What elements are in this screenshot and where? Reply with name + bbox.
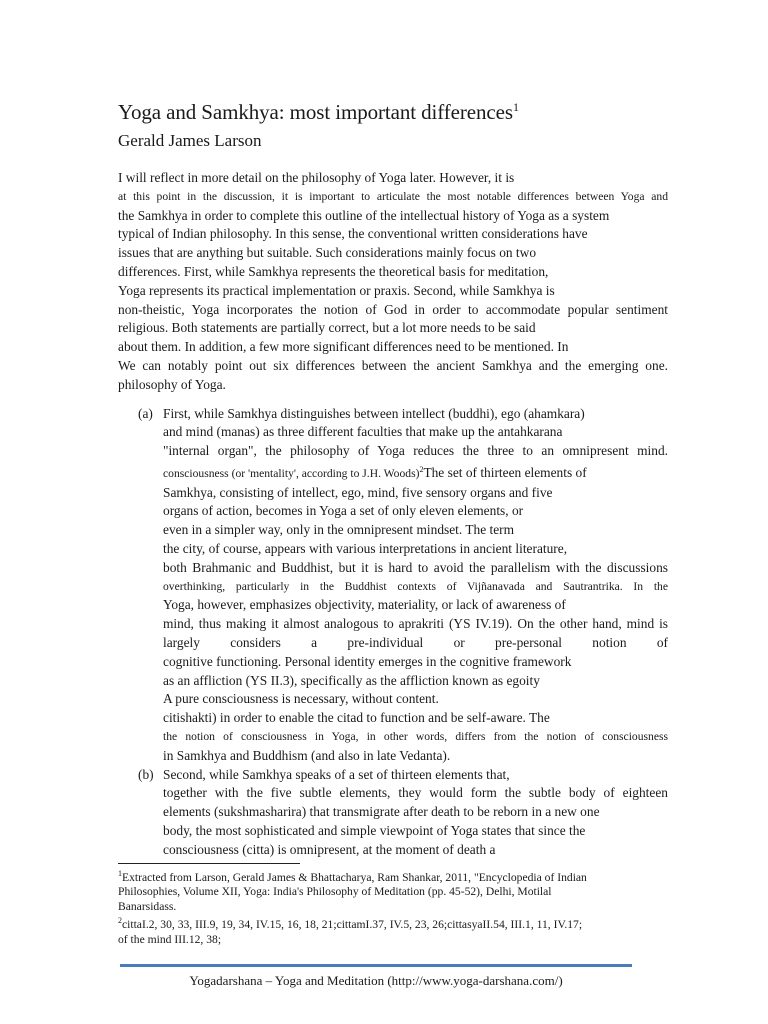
footnote-2-line-text: cittaI.2, 30, 33, III.9, 19, 34, IV.15, 16, 18, 21;cittamI.37, IV.5, 23, 26;cittasyaII.54, III.1, 11, IV.17; [122, 918, 583, 932]
item-a-line-text: Samkhya, consisting of intellect, ego, mind, five sensory organs and five [163, 484, 553, 500]
intro-line-text: philosophy of Yoga. [118, 376, 226, 392]
item-a-line-text: mind, thus making it almost analogous to aprakriti (YS IV.19). On the other hand, mind is [163, 616, 668, 632]
intro-line [118, 376, 668, 395]
item-a-line [163, 423, 668, 442]
item-a-line-text: both Brahmanic and Buddhist, but it is hard to avoid the parallelism with the discussions [163, 559, 668, 575]
intro-line [118, 207, 668, 226]
item-b-line-text: Second, while Samkhya speaks of a set of thirteen elements that, [163, 766, 510, 782]
intro-line-text: at this point in the discussion, it is important to articulate the most notable differences between Yoga and [118, 189, 668, 203]
list-item-a-text [163, 405, 668, 766]
item-a-line [163, 484, 668, 503]
item-b-line [163, 841, 668, 860]
footnote-separator [118, 863, 300, 864]
author-name: Gerald James Larson [118, 131, 262, 150]
item-a-line-text: organs of action, becomes in Yoga a set of only eleven elements, or [163, 503, 524, 519]
item-a-line [163, 521, 668, 540]
footnote-2-marker: 2 [118, 916, 122, 926]
item-b-line [163, 784, 668, 803]
list-item-b-text [163, 766, 668, 860]
item-a-line [163, 672, 668, 691]
item-a-line-text: largely considers a pre-individual or pre-personal notion of [163, 634, 668, 650]
footnote-1-line [118, 867, 658, 885]
intro-line-text: non-theistic, Yoga incorporates the notion of God in order to accommodate popular sentiment [118, 301, 668, 317]
footnotes [118, 867, 658, 947]
item-a-line-text: "internal organ", the philosophy of Yoga reduces the three to an omnipresent mind. [163, 443, 668, 459]
item-a-line [163, 461, 668, 484]
intro-line-text: typical of Indian philosophy. In this sense, the conventional written considerations have [118, 226, 588, 242]
list-item-b [118, 766, 668, 860]
document-body [118, 92, 668, 860]
differences-list [118, 405, 668, 860]
intro-line-text: about them. In addition, a few more significant differences need to be mentioned. In [118, 339, 569, 355]
footnote-2-text [118, 914, 658, 947]
item-a-line [163, 709, 668, 728]
footnote-2-line-text: of the mind III.12, 38; [118, 932, 222, 946]
footnote-1-line-text: Banarsidass. [118, 899, 177, 913]
intro-line [118, 188, 668, 207]
intro-line [118, 319, 668, 338]
item-a-line-text: cognitive functioning. Personal identity emerges in the cognitive framework [163, 653, 572, 669]
item-b-line [163, 766, 668, 785]
intro-line [118, 338, 668, 357]
intro-line [118, 301, 668, 320]
item-a-line [163, 634, 668, 653]
intro-line [118, 169, 668, 188]
intro-line-text: issues that are anything but suitable. Such considerations mainly focus on two [118, 245, 537, 261]
footnote-ref[interactable]: 2 [419, 464, 424, 474]
item-a-line [163, 405, 668, 424]
item-a-line-text: the notion of consciousness in Yoga, in other words, differs from the notion of consciousness [163, 729, 668, 743]
footnote-1-line [118, 900, 658, 915]
list-item-a [118, 405, 668, 766]
item-a-line [163, 540, 668, 559]
footnote-2-line [118, 914, 658, 932]
item-a-line-text: consciousness (or 'mentality', according to J.H. Woods) [163, 466, 420, 480]
intro-line [118, 244, 668, 263]
item-a-line [163, 690, 668, 709]
item-a-line [163, 578, 668, 597]
intro-line [118, 282, 668, 301]
intro-line [118, 225, 668, 244]
footnote-2 [118, 914, 658, 947]
intro-line [118, 357, 668, 376]
item-a-line [163, 596, 668, 615]
item-a-line-text: First, while Samkhya distinguishes between intellect (buddhi), ego (ahamkara) [163, 405, 585, 421]
item-b-line-text: together with the five subtle elements, they would form the subtle body of eighteen [163, 785, 668, 801]
footnote-1-text [118, 867, 658, 914]
item-a-line-text: the city, of course, appears with various interpretations in ancient literature, [163, 541, 568, 556]
item-b-line [163, 822, 668, 841]
footer-rule [120, 964, 632, 967]
item-b-line-text: body, the most sophisticated and simple viewpoint of Yoga states that since the [163, 822, 586, 838]
footnote-1 [118, 867, 658, 914]
item-a-line [163, 559, 668, 578]
item-a-line-text: even in a simpler way, only in the omnipresent mindset. The term [163, 522, 515, 538]
title-footnote-ref[interactable]: 1 [512, 100, 519, 114]
item-a-line [163, 442, 668, 461]
item-a-line-text: A pure consciousness is necessary, without content. [163, 691, 439, 707]
intro-line [118, 263, 668, 282]
intro-line-text: the Samkhya in order to complete this outline of the intellectual history of Yoga as a system [118, 207, 610, 223]
item-a-line-text: citishakti) in order to enable the citad to function and be self-aware. The [163, 710, 550, 726]
footnote-1-line [118, 885, 658, 900]
intro-line-text: We can notably point out six differences between the ancient Samkhya and the emerging one. [118, 357, 668, 373]
intro-paragraph [118, 169, 668, 395]
item-a-line [163, 747, 668, 766]
footnote-1-marker: 1 [118, 869, 122, 878]
footnote-1-line-text: Philosophies, Volume XII, Yoga: India's Philosophy of Meditation (pp. 45-52), Delhi, Motilal [118, 885, 552, 899]
item-a-line [163, 502, 668, 521]
item-b-line-text: consciousness (citta) is omnipresent, at the moment of death a [163, 841, 496, 857]
item-b-line [163, 803, 668, 822]
document-title [118, 92, 668, 127]
list-marker-b: (b) [138, 766, 154, 782]
list-marker-a: (a) [138, 405, 153, 421]
footnote-2-line [118, 933, 658, 948]
item-b-line-text: elements (sukshmasharira) that transmigrate after death to be reborn in a new one [163, 804, 600, 820]
item-a-line-text: The set of thirteen elements of [423, 464, 587, 480]
page-footer[interactable]: Yogadarshana – Yoga and Meditation (http://www.yoga-darshana.com/) [189, 973, 563, 988]
title-text: Yoga and Samkhya: most important differences [118, 100, 513, 124]
item-a-line-text: as an affliction (YS II.3), specifically as the affliction known as egoity [163, 672, 540, 688]
item-a-line-text: Yoga, however, emphasizes objectivity, materiality, or lack of awareness of [163, 597, 566, 613]
item-a-line-text: overthinking, particularly in the Buddhist contexts of Vijñanavada and Sautrantrika. In the [163, 579, 668, 593]
intro-line-text: I will reflect in more detail on the philosophy of Yoga later. However, it is [118, 170, 515, 185]
item-a-line-text: and mind (manas) as three different faculties that make up the antahkarana [163, 424, 563, 440]
item-a-line [163, 653, 668, 672]
item-a-line [163, 728, 668, 747]
item-a-line-text: in Samkhya and Buddhism (and also in late Vedanta). [163, 747, 451, 763]
footnote-1-line-text: Extracted from Larson, Gerald James & Bhattacharya, Ram Shankar, 2011, "Encyclopedia of Indian [122, 870, 587, 884]
intro-line-text: religious. Both statements are partially correct, but a lot more needs to be said [118, 320, 536, 336]
intro-line-text: Yoga represents its practical implementation or praxis. Second, while Samkhya is [118, 282, 555, 298]
item-a-line [163, 615, 668, 634]
intro-line-text: differences. First, while Samkhya represents the theoretical basis for meditation, [118, 263, 549, 279]
